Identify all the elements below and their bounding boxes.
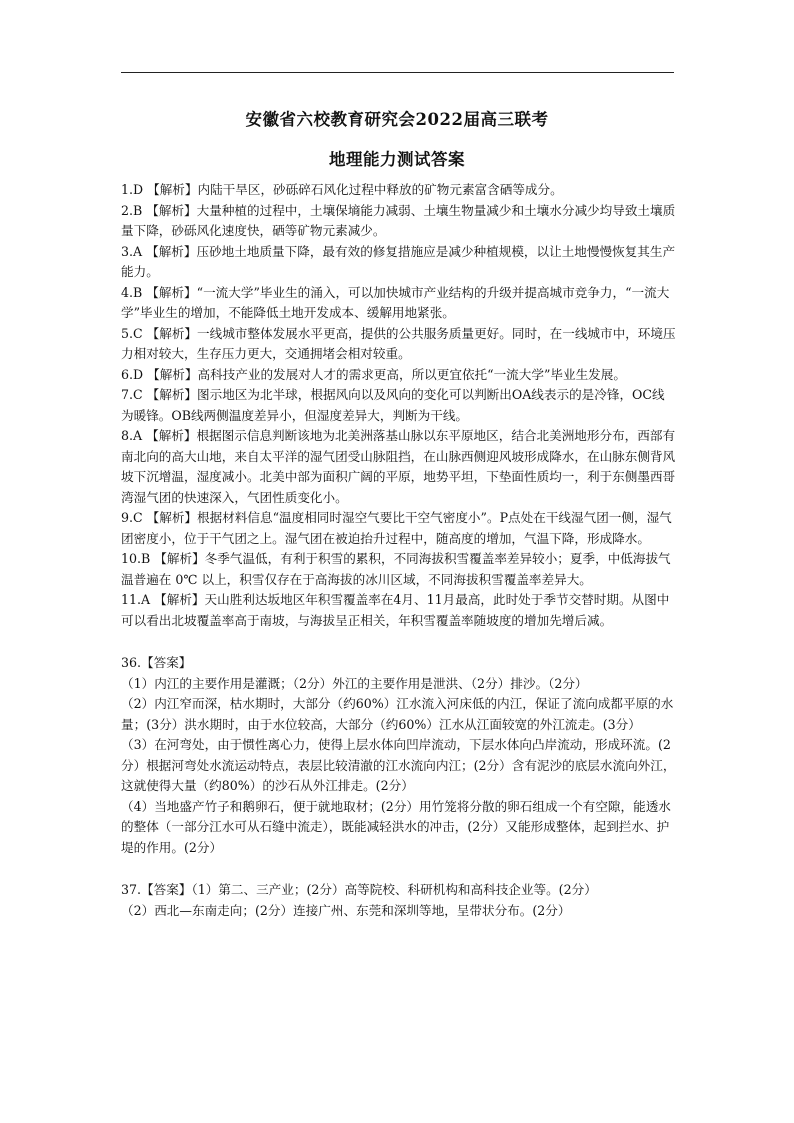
q37-line xyxy=(121,880,677,901)
page-title: 安徽省六校教育研究会2022届高三联考 xyxy=(245,110,549,129)
answer-item: 8.A 【解析】根据图示信息判断该地为北美洲落基山脉以东平原地区，结合北美洲地形分布，西部有南北向的高大山地，来自太平洋的湿气团受山脉阻挡，在山脉西侧迎风坡形成降水，在山脉东侧背风坡下沉增温，湿度减小。北美中部为面积广阔的平原，地势平坦，下垫面性质均一，利于东侧墨西哥湾湿气团的快速深入，气团性质变化小。 xyxy=(121,428,676,505)
answer-item: 7.C 【解析】图示地区为北半球，根据风向以及风向的变化可以判断出OA线表示的是冷锋，OC线为暖锋。OB线两侧温度差异小，但湿度差异大，判断为干线。 xyxy=(121,387,665,423)
section-gap xyxy=(121,631,677,653)
answer-item: 4.B 【解析】“一流大学”毕业生的涌入，可以加快城市产业结构的升级并提高城市竞争力，“一流大学”毕业生的增加，不能降低土地开发成本、缓解用地紧张。 xyxy=(121,284,670,320)
answer-item: 3.A 【解析】压砂地土地质量下降，最有效的修复措施应是减少种植规模，以让土地慢慢恢复其生产能力。 xyxy=(121,243,676,279)
answer-item: 5.C 【解析】一线城市整体发展水平更高，提供的公共服务质量更好。同时，在一线城市中，环境压力相对较大，生存压力更大，交通拥堵会相对较重。 xyxy=(121,325,676,361)
page-subtitle: 地理能力测试答案 xyxy=(329,150,465,169)
q36-line: （2）内江窄而深，枯水期时，大部分（约60%）江水流入河床低的内江，保证了流向成都平原的水量；(3分）洪水期时，由于水位较高，大部分（约60%）江水从江面较宽的外江流走。(3分） xyxy=(121,696,674,732)
answer-item: 11.A 【解析】天山胜利达坂地区年积雪覆盖率在4月、11月最高，此时处于季节交替时期。从图中可以看出北坡覆盖率高于南坡，与海拔呈正相关，年积雪覆盖率随坡度的增加先增后减。 xyxy=(121,592,670,628)
header-rule xyxy=(121,72,674,73)
q37-heading: 37.【答案】 xyxy=(121,882,192,897)
answer-body xyxy=(121,180,677,921)
q37-text: （1）第二、三产业；(2分）高等院校、科研机构和高科技企业等。(2分） xyxy=(191,882,597,897)
q36-line: （4）当地盛产竹子和鹅卵石，便于就地取材；(2分）用竹笼将分散的卵石组成一个有空隙，能透水的整体（一部分江水可从石缝中流走），既能减轻洪水的冲击，(2分）又能形成整体，起到拦水、护堤的作用。(2分） xyxy=(121,798,671,855)
answer-item: 10.B 【解析】冬季气温低，有利于积雪的累积，不同海拔积雪覆盖率差异较小；夏季，中低海拔气温普遍在 0℃ 以上，积雪仅存在于高海拔的冰川区域，不同海拔积雪覆盖率差异大。 xyxy=(121,551,671,587)
q37-line: （2）西北—东南走向；(2分）连接广州、东莞和深圳等地，呈带状分布。(2分） xyxy=(121,902,571,918)
answer-item: 2.B 【解析】大量种植的过程中，土壤保墒能力减弱、土壤生物量减少和土壤水分减少均导致土壤质量下降，砂砾风化速度快，硒等矿物元素减少。 xyxy=(121,202,676,238)
q36-line: （1）内江的主要作用是灌溉；（2分）外江的主要作用是泄洪、（2分）排沙。（2分） xyxy=(121,675,588,691)
section-gap xyxy=(121,858,677,880)
q36-heading: 36.【答案】 xyxy=(121,655,192,670)
q36-line: （3）在河弯处，由于惯性离心力，使得上层水体向凹岸流动，下层水体向凸岸流动，形成环流。(2分）根据河弯处水流运动特点，表层比较清澈的江水流向内江；(2分）含有泥沙的底层水流向外江，这就使得大量（约80%）的沙石从外江排走。(2分） xyxy=(121,737,676,793)
answer-item: 6.D 【解析】高科技产业的发展对人才的需求更高，所以更宜依托“一流大学”毕业生发展。 xyxy=(121,366,626,382)
answer-item: 1.D 【解析】内陆干旱区，砂砾碎石风化过程中释放的矿物元素富含硒等成分。 xyxy=(121,182,563,197)
answer-item: 9.C 【解析】根据材料信息“温度相同时湿空气要比干空气密度小”。P点处在干线湿气团一侧，湿气团密度小，位于干气团之上。湿气团在被迫抬升过程中，随高度的增加，气温下降，形成降水。 xyxy=(121,510,672,546)
